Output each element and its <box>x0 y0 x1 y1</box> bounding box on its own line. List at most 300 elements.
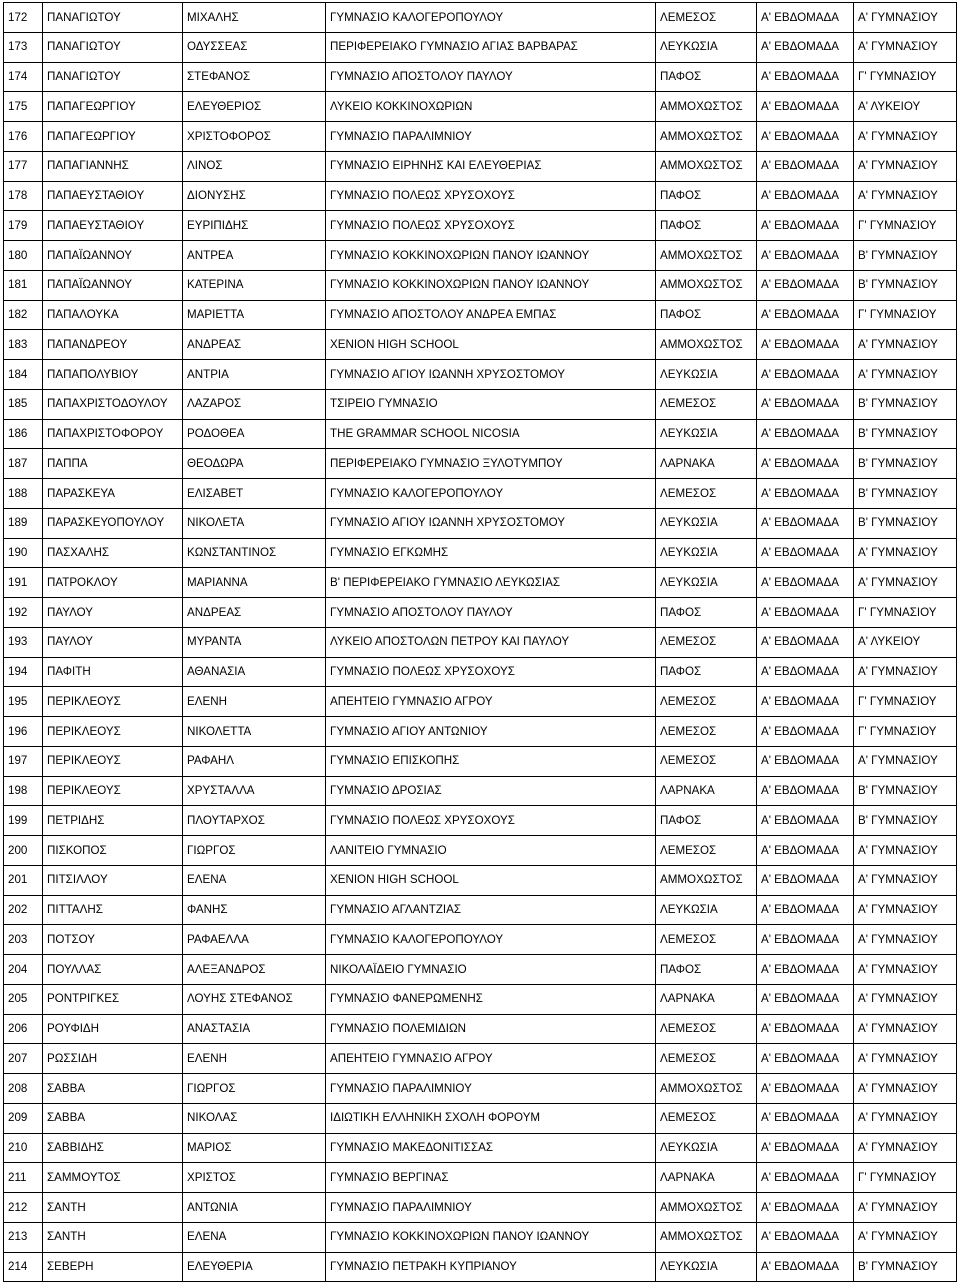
row-number-cell: 192 <box>4 598 43 628</box>
row-number-cell: 176 <box>4 122 43 152</box>
week-cell: Α' ΕΒΔΟΜΑΔΑ <box>757 211 854 241</box>
class-cell: Α' ΓΥΜΝΑΣΙΟΥ <box>854 181 957 211</box>
row-number-cell: 177 <box>4 151 43 181</box>
first-name-cell: ΜΑΡΙΟΣ <box>183 1133 326 1163</box>
row-number-cell: 207 <box>4 1044 43 1074</box>
week-cell: Α' ΕΒΔΟΜΑΔΑ <box>757 122 854 152</box>
table-row <box>4 776 957 806</box>
class-cell: Α' ΓΥΜΝΑΣΙΟΥ <box>854 836 957 866</box>
table-row <box>4 1163 957 1193</box>
table-row <box>4 241 957 271</box>
first-name-cell: ΑΝΑΣΤΑΣΙΑ <box>183 1014 326 1044</box>
surname-cell: ΠΕΡΙΚΛΕΟΥΣ <box>43 776 183 806</box>
district-cell: ΛΑΡΝΑΚΑ <box>656 1163 757 1193</box>
surname-cell: ΠΑΥΛΟΥ <box>43 598 183 628</box>
table-row <box>4 627 957 657</box>
week-cell: Α' ΕΒΔΟΜΑΔΑ <box>757 538 854 568</box>
table-row <box>4 687 957 717</box>
week-cell: Α' ΕΒΔΟΜΑΔΑ <box>757 1074 854 1104</box>
school-cell: XENION HIGH SCHOOL <box>326 865 656 895</box>
district-cell: ΑΜΜΟΧΩΣΤΟΣ <box>656 1193 757 1223</box>
row-number-cell: 173 <box>4 32 43 62</box>
row-number-cell: 212 <box>4 1193 43 1223</box>
row-number-cell: 183 <box>4 330 43 360</box>
district-cell: ΠΑΦΟΣ <box>656 598 757 628</box>
row-number-cell: 179 <box>4 211 43 241</box>
first-name-cell: ΜΑΡΙΕΤΤΑ <box>183 300 326 330</box>
table-row <box>4 925 957 955</box>
week-cell: Α' ΕΒΔΟΜΑΔΑ <box>757 360 854 390</box>
school-cell: ΓΥΜΝΑΣΙΟ ΠΟΛΕΩΣ ΧΡΥΣΟΧΟΥΣ <box>326 806 656 836</box>
first-name-cell: ΕΛΕΝΗ <box>183 1044 326 1074</box>
surname-cell: ΡΟΥΦΙΔΗ <box>43 1014 183 1044</box>
district-cell: ΛΑΡΝΑΚΑ <box>656 776 757 806</box>
week-cell: Α' ΕΒΔΟΜΑΔΑ <box>757 1163 854 1193</box>
district-cell: ΛΕΥΚΩΣΙΑ <box>656 895 757 925</box>
first-name-cell: ΕΛΕΥΘΕΡΙΟΣ <box>183 92 326 122</box>
school-cell: ΓΥΜΝΑΣΙΟ ΑΓΙΟΥ ΙΩΑΝΝΗ ΧΡΥΣΟΣΤΟΜΟΥ <box>326 360 656 390</box>
week-cell: Α' ΕΒΔΟΜΑΔΑ <box>757 1103 854 1133</box>
district-cell: ΑΜΜΟΧΩΣΤΟΣ <box>656 1074 757 1104</box>
table-row <box>4 836 957 866</box>
school-cell: ΓΥΜΝΑΣΙΟ ΚΑΛΟΓΕΡΟΠΟΥΛΟΥ <box>326 3 656 33</box>
district-cell: ΠΑΦΟΣ <box>656 955 757 985</box>
first-name-cell: ΛΑΖΑΡΟΣ <box>183 389 326 419</box>
school-cell: ΓΥΜΝΑΣΙΟ ΑΠΟΣΤΟΛΟΥ ΑΝΔΡΕΑ ΕΜΠΑΣ <box>326 300 656 330</box>
school-cell: THE GRAMMAR SCHOOL NICOSIA <box>326 419 656 449</box>
row-number-cell: 172 <box>4 3 43 33</box>
class-cell: Γ' ΓΥΜΝΑΣΙΟΥ <box>854 717 957 747</box>
class-cell: Β' ΓΥΜΝΑΣΙΟΥ <box>854 419 957 449</box>
row-number-cell: 184 <box>4 360 43 390</box>
first-name-cell: ΘΕΟΔΩΡΑ <box>183 449 326 479</box>
surname-cell: ΠΕΤΡΙΔΗΣ <box>43 806 183 836</box>
district-cell: ΛΕΜΕΣΟΣ <box>656 1044 757 1074</box>
week-cell: Α' ΕΒΔΟΜΑΔΑ <box>757 657 854 687</box>
table-row <box>4 1252 957 1282</box>
school-cell: ΓΥΜΝΑΣΙΟ ΒΕΡΓΙΝΑΣ <box>326 1163 656 1193</box>
row-number-cell: 209 <box>4 1103 43 1133</box>
week-cell: Α' ΕΒΔΟΜΑΔΑ <box>757 598 854 628</box>
week-cell: Α' ΕΒΔΟΜΑΔΑ <box>757 330 854 360</box>
class-cell: Γ' ΓΥΜΝΑΣΙΟΥ <box>854 62 957 92</box>
surname-cell: ΠΑΝΑΓΙΩΤΟΥ <box>43 3 183 33</box>
first-name-cell: ΓΙΩΡΓΟΣ <box>183 836 326 866</box>
table-row <box>4 657 957 687</box>
class-cell: Α' ΓΥΜΝΑΣΙΟΥ <box>854 1044 957 1074</box>
week-cell: Α' ΕΒΔΟΜΑΔΑ <box>757 955 854 985</box>
week-cell: Α' ΕΒΔΟΜΑΔΑ <box>757 300 854 330</box>
district-cell: ΑΜΜΟΧΩΣΤΟΣ <box>656 92 757 122</box>
surname-cell: ΠΑΥΛΟΥ <box>43 627 183 657</box>
table-row <box>4 1014 957 1044</box>
school-cell: ΓΥΜΝΑΣΙΟ ΠΟΛΕΜΙΔΙΩΝ <box>326 1014 656 1044</box>
class-cell: Γ' ΓΥΜΝΑΣΙΟΥ <box>854 1163 957 1193</box>
row-number-cell: 200 <box>4 836 43 866</box>
table-row <box>4 746 957 776</box>
school-cell: ΓΥΜΝΑΣΙΟ ΠΟΛΕΩΣ ΧΡΥΣΟΧΟΥΣ <box>326 211 656 241</box>
row-number-cell: 180 <box>4 241 43 271</box>
class-cell: Α' ΓΥΜΝΑΣΙΟΥ <box>854 984 957 1014</box>
school-cell: ΓΥΜΝΑΣΙΟ ΚΑΛΟΓΕΡΟΠΟΥΛΟΥ <box>326 925 656 955</box>
school-cell: ΓΥΜΝΑΣΙΟ ΕΙΡΗΝΗΣ ΚΑΙ ΕΛΕΥΘΕΡΙΑΣ <box>326 151 656 181</box>
first-name-cell: ΜΙΧΑΛΗΣ <box>183 3 326 33</box>
district-cell: ΛΕΥΚΩΣΙΑ <box>656 32 757 62</box>
participants-table <box>3 2 957 1282</box>
week-cell: Α' ΕΒΔΟΜΑΔΑ <box>757 181 854 211</box>
week-cell: Α' ΕΒΔΟΜΑΔΑ <box>757 92 854 122</box>
school-cell: XENION HIGH SCHOOL <box>326 330 656 360</box>
surname-cell: ΠΑΠΠΑ <box>43 449 183 479</box>
week-cell: Α' ΕΒΔΟΜΑΔΑ <box>757 151 854 181</box>
school-cell: ΓΥΜΝΑΣΙΟ ΠΑΡΑΛΙΜΝΙΟΥ <box>326 1074 656 1104</box>
school-cell: ΓΥΜΝΑΣΙΟ ΦΑΝΕΡΩΜΕΝΗΣ <box>326 984 656 1014</box>
table-row <box>4 92 957 122</box>
first-name-cell: ΑΝΔΡΕΑΣ <box>183 330 326 360</box>
surname-cell: ΠΑΠΑΧΡΙΣΤΟΦΟΡΟΥ <box>43 419 183 449</box>
week-cell: Α' ΕΒΔΟΜΑΔΑ <box>757 776 854 806</box>
school-cell: ΓΥΜΝΑΣΙΟ ΑΓΛΑΝΤΖΙΑΣ <box>326 895 656 925</box>
week-cell: Α' ΕΒΔΟΜΑΔΑ <box>757 627 854 657</box>
surname-cell: ΣΑΜΜΟΥΤΟΣ <box>43 1163 183 1193</box>
first-name-cell: ΜΥΡΑΝΤΑ <box>183 627 326 657</box>
school-cell: ΠΕΡΙΦΕΡΕΙΑΚΟ ΓΥΜΝΑΣΙΟ ΑΓΙΑΣ ΒΑΡΒΑΡΑΣ <box>326 32 656 62</box>
row-number-cell: 198 <box>4 776 43 806</box>
table-row <box>4 895 957 925</box>
row-number-cell: 190 <box>4 538 43 568</box>
class-cell: Α' ΓΥΜΝΑΣΙΟΥ <box>854 955 957 985</box>
table-row <box>4 865 957 895</box>
table-row <box>4 568 957 598</box>
row-number-cell: 186 <box>4 419 43 449</box>
first-name-cell: ΚΩΝΣΤΑΝΤΙΝΟΣ <box>183 538 326 568</box>
district-cell: ΠΑΦΟΣ <box>656 300 757 330</box>
school-cell: ΓΥΜΝΑΣΙΟ ΠΕΤΡΑΚΗ ΚΥΠΡΙΑΝΟΥ <box>326 1252 656 1282</box>
week-cell: Α' ΕΒΔΟΜΑΔΑ <box>757 746 854 776</box>
school-cell: ΓΥΜΝΑΣΙΟ ΑΠΟΣΤΟΛΟΥ ΠΑΥΛΟΥ <box>326 598 656 628</box>
table-row <box>4 330 957 360</box>
table-row <box>4 211 957 241</box>
district-cell: ΑΜΜΟΧΩΣΤΟΣ <box>656 241 757 271</box>
surname-cell: ΣΑΒΒΙΔΗΣ <box>43 1133 183 1163</box>
surname-cell: ΠΑΠΑΪΩΑΝΝΟΥ <box>43 270 183 300</box>
week-cell: Α' ΕΒΔΟΜΑΔΑ <box>757 479 854 509</box>
district-cell: ΛΕΥΚΩΣΙΑ <box>656 360 757 390</box>
surname-cell: ΠΑΠΑΪΩΑΝΝΟΥ <box>43 241 183 271</box>
week-cell: Α' ΕΒΔΟΜΑΔΑ <box>757 925 854 955</box>
week-cell: Α' ΕΒΔΟΜΑΔΑ <box>757 1133 854 1163</box>
first-name-cell: ΑΘΑΝΑΣΙΑ <box>183 657 326 687</box>
school-cell: Β' ΠΕΡΙΦΕΡΕΙΑΚΟ ΓΥΜΝΑΣΙΟ ΛΕΥΚΩΣΙΑΣ <box>326 568 656 598</box>
week-cell: Α' ΕΒΔΟΜΑΔΑ <box>757 687 854 717</box>
first-name-cell: ΧΡΙΣΤΟΣ <box>183 1163 326 1193</box>
week-cell: Α' ΕΒΔΟΜΑΔΑ <box>757 1222 854 1252</box>
school-cell: ΓΥΜΝΑΣΙΟ ΚΟΚΚΙΝΟΧΩΡΙΩΝ ΠΑΝΟΥ ΙΩΑΝΝΟΥ <box>326 270 656 300</box>
district-cell: ΛΕΜΕΣΟΣ <box>656 3 757 33</box>
week-cell: Α' ΕΒΔΟΜΑΔΑ <box>757 865 854 895</box>
district-cell: ΛΑΡΝΑΚΑ <box>656 449 757 479</box>
school-cell: ΓΥΜΝΑΣΙΟ ΑΓΙΟΥ ΑΝΤΩΝΙΟΥ <box>326 717 656 747</box>
class-cell: Α' ΓΥΜΝΑΣΙΟΥ <box>854 151 957 181</box>
district-cell: ΑΜΜΟΧΩΣΤΟΣ <box>656 151 757 181</box>
table-row <box>4 419 957 449</box>
table-row <box>4 449 957 479</box>
district-cell: ΑΜΜΟΧΩΣΤΟΣ <box>656 122 757 152</box>
district-cell: ΠΑΦΟΣ <box>656 657 757 687</box>
school-cell: ΓΥΜΝΑΣΙΟ ΕΠΙΣΚΟΠΗΣ <box>326 746 656 776</box>
first-name-cell: ΡΟΔΟΘΕΑ <box>183 419 326 449</box>
first-name-cell: ΛΙΝΟΣ <box>183 151 326 181</box>
participants-table-body <box>4 3 957 1282</box>
district-cell: ΛΕΥΚΩΣΙΑ <box>656 568 757 598</box>
district-cell: ΠΑΦΟΣ <box>656 806 757 836</box>
class-cell: Α' ΓΥΜΝΑΣΙΟΥ <box>854 657 957 687</box>
surname-cell: ΠΑΡΑΣΚΕΥΑ <box>43 479 183 509</box>
school-cell: ΓΥΜΝΑΣΙΟ ΚΑΛΟΓΕΡΟΠΟΥΛΟΥ <box>326 479 656 509</box>
week-cell: Α' ΕΒΔΟΜΑΔΑ <box>757 568 854 598</box>
first-name-cell: ΕΛΙΣΑΒΕΤ <box>183 479 326 509</box>
table-row <box>4 3 957 33</box>
table-row <box>4 538 957 568</box>
row-number-cell: 205 <box>4 984 43 1014</box>
row-number-cell: 213 <box>4 1222 43 1252</box>
class-cell: Α' ΓΥΜΝΑΣΙΟΥ <box>854 1074 957 1104</box>
first-name-cell: ΑΝΤΩΝΙΑ <box>183 1193 326 1223</box>
week-cell: Α' ΕΒΔΟΜΑΔΑ <box>757 1252 854 1282</box>
district-cell: ΑΜΜΟΧΩΣΤΟΣ <box>656 330 757 360</box>
district-cell: ΛΕΜΕΣΟΣ <box>656 687 757 717</box>
table-row <box>4 122 957 152</box>
row-number-cell: 188 <box>4 479 43 509</box>
week-cell: Α' ΕΒΔΟΜΑΔΑ <box>757 389 854 419</box>
first-name-cell: ΜΑΡΙΑΝΝΑ <box>183 568 326 598</box>
surname-cell: ΠΑΠΑΓΙΑΝΝΗΣ <box>43 151 183 181</box>
surname-cell: ΣΑΝΤΗ <box>43 1193 183 1223</box>
week-cell: Α' ΕΒΔΟΜΑΔΑ <box>757 241 854 271</box>
row-number-cell: 181 <box>4 270 43 300</box>
first-name-cell: ΡΑΦΑΕΛΛΑ <box>183 925 326 955</box>
week-cell: Α' ΕΒΔΟΜΑΔΑ <box>757 3 854 33</box>
class-cell: Α' ΓΥΜΝΑΣΙΟΥ <box>854 865 957 895</box>
first-name-cell: ΕΛΕΝΑ <box>183 1222 326 1252</box>
surname-cell: ΠΟΥΛΛΑΣ <box>43 955 183 985</box>
week-cell: Α' ΕΒΔΟΜΑΔΑ <box>757 270 854 300</box>
district-cell: ΑΜΜΟΧΩΣΤΟΣ <box>656 865 757 895</box>
class-cell: Α' ΓΥΜΝΑΣΙΟΥ <box>854 122 957 152</box>
surname-cell: ΠΑΠΑΕΥΣΤΑΘΙΟΥ <box>43 181 183 211</box>
class-cell: Α' ΓΥΜΝΑΣΙΟΥ <box>854 1193 957 1223</box>
school-cell: ΝΙΚΟΛΑΪΔΕΙΟ ΓΥΜΝΑΣΙΟ <box>326 955 656 985</box>
class-cell: Α' ΓΥΜΝΑΣΙΟΥ <box>854 1103 957 1133</box>
district-cell: ΛΑΡΝΑΚΑ <box>656 984 757 1014</box>
class-cell: Α' ΓΥΜΝΑΣΙΟΥ <box>854 1014 957 1044</box>
surname-cell: ΠΑΠΑΕΥΣΤΑΘΙΟΥ <box>43 211 183 241</box>
surname-cell: ΠΑΝΑΓΙΩΤΟΥ <box>43 32 183 62</box>
row-number-cell: 202 <box>4 895 43 925</box>
week-cell: Α' ΕΒΔΟΜΑΔΑ <box>757 508 854 538</box>
first-name-cell: ΕΥΡΙΠΙΔΗΣ <box>183 211 326 241</box>
surname-cell: ΣΑΝΤΗ <box>43 1222 183 1252</box>
week-cell: Α' ΕΒΔΟΜΑΔΑ <box>757 32 854 62</box>
surname-cell: ΠΑΣΧΑΛΗΣ <box>43 538 183 568</box>
class-cell: Β' ΓΥΜΝΑΣΙΟΥ <box>854 806 957 836</box>
class-cell: Β' ΓΥΜΝΑΣΙΟΥ <box>854 241 957 271</box>
district-cell: ΠΑΦΟΣ <box>656 62 757 92</box>
class-cell: Α' ΓΥΜΝΑΣΙΟΥ <box>854 32 957 62</box>
first-name-cell: ΔΙΟΝΥΣΗΣ <box>183 181 326 211</box>
class-cell: Α' ΛΥΚΕΙΟΥ <box>854 627 957 657</box>
table-row <box>4 598 957 628</box>
school-cell: ΛΑΝΙΤΕΙΟ ΓΥΜΝΑΣΙΟ <box>326 836 656 866</box>
week-cell: Α' ΕΒΔΟΜΑΔΑ <box>757 806 854 836</box>
row-number-cell: 206 <box>4 1014 43 1044</box>
table-row <box>4 1044 957 1074</box>
week-cell: Α' ΕΒΔΟΜΑΔΑ <box>757 62 854 92</box>
table-row <box>4 181 957 211</box>
class-cell: Α' ΓΥΜΝΑΣΙΟΥ <box>854 3 957 33</box>
school-cell: ΓΥΜΝΑΣΙΟ ΚΟΚΚΙΝΟΧΩΡΙΩΝ ΠΑΝΟΥ ΙΩΑΝΝΟΥ <box>326 1222 656 1252</box>
district-cell: ΛΕΥΚΩΣΙΑ <box>656 419 757 449</box>
district-cell: ΛΕΥΚΩΣΙΑ <box>656 1252 757 1282</box>
row-number-cell: 178 <box>4 181 43 211</box>
district-cell: ΛΕΜΕΣΟΣ <box>656 1103 757 1133</box>
school-cell: ΠΕΡΙΦΕΡΕΙΑΚΟ ΓΥΜΝΑΣΙΟ ΞΥΛΟΤΥΜΠΟΥ <box>326 449 656 479</box>
class-cell: Β' ΓΥΜΝΑΣΙΟΥ <box>854 1252 957 1282</box>
class-cell: Β' ΓΥΜΝΑΣΙΟΥ <box>854 449 957 479</box>
first-name-cell: ΓΙΩΡΓΟΣ <box>183 1074 326 1104</box>
school-cell: ΓΥΜΝΑΣΙΟ ΚΟΚΚΙΝΟΧΩΡΙΩΝ ΠΑΝΟΥ ΙΩΑΝΝΟΥ <box>326 241 656 271</box>
week-cell: Α' ΕΒΔΟΜΑΔΑ <box>757 717 854 747</box>
first-name-cell: ΡΑΦΑΗΛ <box>183 746 326 776</box>
school-cell: ΓΥΜΝΑΣΙΟ ΔΡΟΣΙΑΣ <box>326 776 656 806</box>
first-name-cell: ΧΡΥΣΤΑΛΛΑ <box>183 776 326 806</box>
class-cell: Γ' ΓΥΜΝΑΣΙΟΥ <box>854 211 957 241</box>
row-number-cell: 191 <box>4 568 43 598</box>
class-cell: Α' ΓΥΜΝΑΣΙΟΥ <box>854 925 957 955</box>
table-row <box>4 717 957 747</box>
surname-cell: ΡΟΝΤΡΙΓΚΕΣ <box>43 984 183 1014</box>
district-cell: ΑΜΜΟΧΩΣΤΟΣ <box>656 1222 757 1252</box>
school-cell: ΑΠΕΗΤΕΙΟ ΓΥΜΝΑΣΙΟ ΑΓΡΟΥ <box>326 687 656 717</box>
surname-cell: ΠΑΠΑΝΔΡΕΟΥ <box>43 330 183 360</box>
surname-cell: ΠΙΣΚΟΠΟΣ <box>43 836 183 866</box>
surname-cell: ΠΑΠΑΧΡΙΣΤΟΔΟΥΛΟΥ <box>43 389 183 419</box>
district-cell: ΛΕΥΚΩΣΙΑ <box>656 1133 757 1163</box>
school-cell: ΑΠΕΗΤΕΙΟ ΓΥΜΝΑΣΙΟ ΑΓΡΟΥ <box>326 1044 656 1074</box>
row-number-cell: 193 <box>4 627 43 657</box>
first-name-cell: ΕΛΕΥΘΕΡΙΑ <box>183 1252 326 1282</box>
surname-cell: ΠΑΦΙΤΗ <box>43 657 183 687</box>
district-cell: ΛΕΜΕΣΟΣ <box>656 1014 757 1044</box>
surname-cell: ΠΑΠΑΓΕΩΡΓΙΟΥ <box>43 122 183 152</box>
row-number-cell: 199 <box>4 806 43 836</box>
first-name-cell: ΝΙΚΟΛΕΤΤΑ <box>183 717 326 747</box>
surname-cell: ΠΙΤΤΑΛΗΣ <box>43 895 183 925</box>
district-cell: ΛΕΜΕΣΟΣ <box>656 717 757 747</box>
school-cell: ΤΣΙΡΕΙΟ ΓΥΜΝΑΣΙΟ <box>326 389 656 419</box>
class-cell: Β' ΓΥΜΝΑΣΙΟΥ <box>854 776 957 806</box>
class-cell: Β' ΓΥΜΝΑΣΙΟΥ <box>854 508 957 538</box>
surname-cell: ΠΑΠΑΓΕΩΡΓΙΟΥ <box>43 92 183 122</box>
surname-cell: ΠΕΡΙΚΛΕΟΥΣ <box>43 717 183 747</box>
class-cell: Β' ΓΥΜΝΑΣΙΟΥ <box>854 270 957 300</box>
table-row <box>4 270 957 300</box>
first-name-cell: ΟΔΥΣΣΕΑΣ <box>183 32 326 62</box>
surname-cell: ΠΑΝΑΓΙΩΤΟΥ <box>43 62 183 92</box>
row-number-cell: 196 <box>4 717 43 747</box>
row-number-cell: 187 <box>4 449 43 479</box>
table-row <box>4 1133 957 1163</box>
row-number-cell: 175 <box>4 92 43 122</box>
table-row <box>4 32 957 62</box>
first-name-cell: ΕΛΕΝΗ <box>183 687 326 717</box>
district-cell: ΛΕΥΚΩΣΙΑ <box>656 538 757 568</box>
surname-cell: ΣΑΒΒΑ <box>43 1103 183 1133</box>
school-cell: ΛΥΚΕΙΟ ΚΟΚΚΙΝΟΧΩΡΙΩΝ <box>326 92 656 122</box>
class-cell: Α' ΛΥΚΕΙΟΥ <box>854 92 957 122</box>
school-cell: ΓΥΜΝΑΣΙΟ ΠΑΡΑΛΙΜΝΙΟΥ <box>326 1193 656 1223</box>
week-cell: Α' ΕΒΔΟΜΑΔΑ <box>757 1044 854 1074</box>
district-cell: ΠΑΦΟΣ <box>656 181 757 211</box>
school-cell: ΓΥΜΝΑΣΙΟ ΠΑΡΑΛΙΜΝΙΟΥ <box>326 122 656 152</box>
table-row <box>4 1222 957 1252</box>
school-cell: ΓΥΜΝΑΣΙΟ ΑΓΙΟΥ ΙΩΑΝΝΗ ΧΡΥΣΟΣΤΟΜΟΥ <box>326 508 656 538</box>
row-number-cell: 210 <box>4 1133 43 1163</box>
first-name-cell: ΑΛΕΞΑΝΔΡΟΣ <box>183 955 326 985</box>
row-number-cell: 211 <box>4 1163 43 1193</box>
week-cell: Α' ΕΒΔΟΜΑΔΑ <box>757 1193 854 1223</box>
row-number-cell: 185 <box>4 389 43 419</box>
row-number-cell: 203 <box>4 925 43 955</box>
surname-cell: ΠΕΡΙΚΛΕΟΥΣ <box>43 746 183 776</box>
week-cell: Α' ΕΒΔΟΜΑΔΑ <box>757 895 854 925</box>
table-row <box>4 1074 957 1104</box>
table-row <box>4 360 957 390</box>
class-cell: Α' ΓΥΜΝΑΣΙΟΥ <box>854 1133 957 1163</box>
district-cell: ΛΕΜΕΣΟΣ <box>656 925 757 955</box>
district-cell: ΛΕΜΕΣΟΣ <box>656 389 757 419</box>
first-name-cell: ΦΑΝΗΣ <box>183 895 326 925</box>
first-name-cell: ΛΟΥΗΣ ΣΤΕΦΑΝΟΣ <box>183 984 326 1014</box>
row-number-cell: 189 <box>4 508 43 538</box>
district-cell: ΑΜΜΟΧΩΣΤΟΣ <box>656 270 757 300</box>
class-cell: Γ' ΓΥΜΝΑΣΙΟΥ <box>854 598 957 628</box>
first-name-cell: ΣΤΕΦΑΝΟΣ <box>183 62 326 92</box>
class-cell: Α' ΓΥΜΝΑΣΙΟΥ <box>854 895 957 925</box>
first-name-cell: ΚΑΤΕΡΙΝΑ <box>183 270 326 300</box>
surname-cell: ΠΙΤΣΙΛΛΟΥ <box>43 865 183 895</box>
week-cell: Α' ΕΒΔΟΜΑΔΑ <box>757 419 854 449</box>
first-name-cell: ΕΛΕΝΑ <box>183 865 326 895</box>
district-cell: ΛΕΜΕΣΟΣ <box>656 479 757 509</box>
school-cell: ΓΥΜΝΑΣΙΟ ΑΠΟΣΤΟΛΟΥ ΠΑΥΛΟΥ <box>326 62 656 92</box>
first-name-cell: ΠΛΟΥΤΑΡΧΟΣ <box>183 806 326 836</box>
table-row <box>4 1193 957 1223</box>
school-cell: ΛΥΚΕΙΟ ΑΠΟΣΤΟΛΩΝ ΠΕΤΡΟΥ ΚΑΙ ΠΑΥΛΟΥ <box>326 627 656 657</box>
row-number-cell: 195 <box>4 687 43 717</box>
school-cell: ΓΥΜΝΑΣΙΟ ΜΑΚΕΔΟΝΙΤΙΣΣΑΣ <box>326 1133 656 1163</box>
row-number-cell: 197 <box>4 746 43 776</box>
surname-cell: ΡΩΣΣΙΔΗ <box>43 1044 183 1074</box>
class-cell: Γ' ΓΥΜΝΑΣΙΟΥ <box>854 687 957 717</box>
week-cell: Α' ΕΒΔΟΜΑΔΑ <box>757 1014 854 1044</box>
first-name-cell: ΝΙΚΟΛΕΤΑ <box>183 508 326 538</box>
first-name-cell: ΝΙΚΟΛΑΣ <box>183 1103 326 1133</box>
row-number-cell: 174 <box>4 62 43 92</box>
school-cell: ΙΔΙΩΤΙΚΗ ΕΛΛΗΝΙΚΗ ΣΧΟΛΗ ΦΟΡΟΥΜ <box>326 1103 656 1133</box>
week-cell: Α' ΕΒΔΟΜΑΔΑ <box>757 449 854 479</box>
surname-cell: ΣΕΒΕΡΗ <box>43 1252 183 1282</box>
